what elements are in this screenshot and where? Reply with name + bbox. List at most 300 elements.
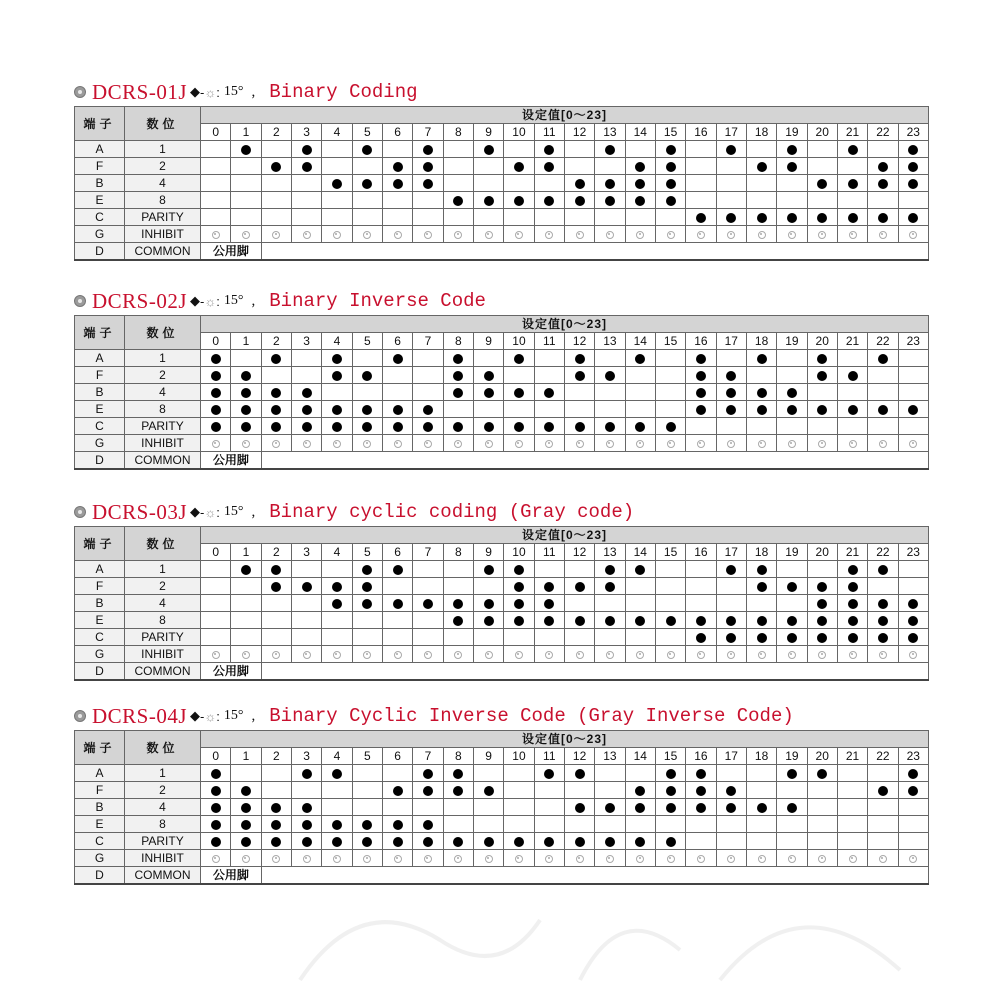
table-cell [898,367,928,384]
on-dot-icon [241,803,251,813]
on-dot-icon [423,837,433,847]
table-cell [322,629,352,646]
on-dot-icon [757,582,767,592]
table-cell [322,367,352,384]
table-row [75,401,929,418]
table-cell [716,209,746,226]
table-cell [746,192,776,209]
table-cell [777,418,807,435]
table-row [75,833,929,850]
table-cell [322,561,352,578]
setting-value-1: 1 [231,124,261,141]
bit-label: INHIBIT [125,226,201,243]
table-cell [322,175,352,192]
detent-angle: 15° [223,293,244,308]
table-cell [352,141,382,158]
on-dot-icon [726,145,736,155]
table-cell [777,799,807,816]
table-cell [231,646,261,663]
section-heading [74,498,928,526]
table-cell [261,435,291,452]
setting-value-1: 1 [231,544,261,561]
table-cell [777,350,807,367]
table-cell [322,833,352,850]
on-dot-icon [575,837,585,847]
on-dot-icon [332,371,342,381]
table-cell [201,816,231,833]
table-cell [868,561,898,578]
table-cell [837,646,867,663]
table-cell [777,226,807,243]
inhibit-circle-icon [272,651,280,659]
table-cell [201,384,231,401]
table-cell [504,595,534,612]
bit-label: 4 [125,595,201,612]
table-cell [595,367,625,384]
on-dot-icon [726,786,736,796]
on-dot-icon [787,803,797,813]
table-cell [625,209,655,226]
table-cell [837,578,867,595]
table-cell [291,401,321,418]
table-cell [898,646,928,663]
table-cell [686,367,716,384]
on-dot-icon [302,422,312,432]
on-dot-icon [757,616,767,626]
table-cell [504,782,534,799]
table-cell [291,561,321,578]
on-dot-icon [605,582,615,592]
table-cell [898,595,928,612]
terminal-label: B [75,384,125,401]
dash-symbol: - [200,84,205,100]
on-dot-icon [362,599,372,609]
on-dot-icon [484,599,494,609]
inhibit-circle-icon [424,440,432,448]
table-cell [746,141,776,158]
on-dot-icon [302,162,312,172]
inhibit-circle-icon [394,231,402,239]
table-cell [777,192,807,209]
setting-value-21: 21 [837,748,867,765]
table-cell [868,401,898,418]
on-dot-icon [514,354,524,364]
table-cell [291,158,321,175]
table-cell [746,578,776,595]
table-cell [261,561,291,578]
inhibit-circle-icon [212,855,220,863]
code-type-title: Binary Inverse Code [269,290,486,312]
on-dot-icon [605,145,615,155]
table-cell [595,435,625,452]
table-cell [473,850,503,867]
table-cell [564,765,594,782]
inhibit-circle-icon [545,855,553,863]
table-cell [595,629,625,646]
inhibit-circle-icon [454,231,462,239]
table-cell [382,850,412,867]
table-cell [413,646,443,663]
setting-value-7: 7 [413,748,443,765]
on-dot-icon [635,837,645,847]
on-dot-icon [544,388,554,398]
table-row [75,799,929,816]
table-cell [625,401,655,418]
table-cell [534,175,564,192]
table-cell [291,384,321,401]
table-cell [504,765,534,782]
table-cell [716,418,746,435]
table-cell [504,816,534,833]
on-dot-icon [271,422,281,432]
on-dot-icon [271,354,281,364]
table-cell [868,833,898,850]
on-dot-icon [453,371,463,381]
table-cell [655,418,685,435]
terminal-header: 端子 [75,527,125,561]
detent-angle: 15° [223,708,244,723]
on-dot-icon [484,196,494,206]
on-dot-icon [211,354,221,364]
header-row [75,107,929,124]
table-row [75,867,929,885]
setting-value-14: 14 [625,544,655,561]
table-cell [473,612,503,629]
table-cell [716,192,746,209]
on-dot-icon [666,803,676,813]
table-cell [655,350,685,367]
table-cell [777,141,807,158]
on-dot-icon [332,599,342,609]
on-dot-icon [484,565,494,575]
table-cell [837,350,867,367]
setting-value-13: 13 [595,748,625,765]
table-cell [231,595,261,612]
table-row [75,561,929,578]
on-dot-icon [878,213,888,223]
table-cell [655,646,685,663]
on-dot-icon [757,405,767,415]
table-cell [413,561,443,578]
setting-value-1: 1 [231,333,261,350]
table-cell [443,401,473,418]
table-cell [625,384,655,401]
table-cell [382,384,412,401]
on-dot-icon [666,145,676,155]
bit-label: 4 [125,799,201,816]
bit-label: COMMON [125,243,201,261]
table-cell [413,418,443,435]
setting-value-18: 18 [746,124,776,141]
table-cell [201,209,231,226]
setting-value-7: 7 [413,544,443,561]
on-dot-icon [393,405,403,415]
table-cell [352,765,382,782]
table-cell [382,158,412,175]
table-cell [291,629,321,646]
common-note: 公用脚 [201,663,262,681]
inhibit-circle-icon [576,651,584,659]
inhibit-circle-icon [545,231,553,239]
table-cell [807,612,837,629]
table-cell [261,452,928,470]
on-dot-icon [696,786,706,796]
setting-value-14: 14 [625,124,655,141]
inhibit-circle-icon [758,231,766,239]
setting-value-19: 19 [777,333,807,350]
inhibit-circle-icon [606,231,614,239]
table-cell [443,367,473,384]
table-cell [777,578,807,595]
table-cell [655,141,685,158]
table-cell [261,799,291,816]
table-cell [898,158,928,175]
on-dot-icon [787,616,797,626]
table-cell [625,782,655,799]
table-cell [807,850,837,867]
table-cell [261,816,291,833]
table-cell [868,629,898,646]
on-dot-icon [423,145,433,155]
inhibit-circle-icon [667,855,675,863]
table-cell [655,850,685,867]
setting-value-4: 4 [322,544,352,561]
on-dot-icon [211,769,221,779]
table-cell [473,561,503,578]
setting-value-20: 20 [807,748,837,765]
setting-value-20: 20 [807,124,837,141]
table-cell [564,595,594,612]
terminal-label: A [75,350,125,367]
table-row [75,243,929,261]
table-cell [777,561,807,578]
table-cell [595,578,625,595]
inhibit-circle-icon [212,440,220,448]
table-cell [382,629,412,646]
table-cell [322,578,352,595]
terminal-label: E [75,401,125,418]
setting-value-16: 16 [686,544,716,561]
on-dot-icon [726,565,736,575]
setting-value-15: 15 [655,333,685,350]
code-type-title: Binary Cyclic Inverse Code (Gray Inverse Code) [269,705,794,727]
inhibit-circle-icon [697,855,705,863]
table-cell [261,578,291,595]
setting-value-0: 0 [201,333,231,350]
inhibit-circle-icon [424,855,432,863]
table-cell [534,646,564,663]
table-cell [655,209,685,226]
table-cell [201,401,231,418]
setting-value-3: 3 [291,544,321,561]
code-type-title: Binary Coding [269,81,418,103]
table-row [75,782,929,799]
setting-value-3: 3 [291,748,321,765]
table-cell [413,782,443,799]
table-cell [868,782,898,799]
bit-label: 1 [125,765,201,782]
on-dot-icon [575,354,585,364]
setting-value-8: 8 [443,748,473,765]
table-cell [686,833,716,850]
comma-symbol: , [251,503,256,520]
on-dot-icon [453,769,463,779]
table-cell [201,141,231,158]
inhibit-circle-icon [242,651,250,659]
setting-value-9: 9 [473,124,503,141]
on-dot-icon [666,837,676,847]
setting-value-18: 18 [746,333,776,350]
dash-symbol: - [200,708,205,724]
table-cell [322,435,352,452]
table-row [75,141,929,158]
table-cell [382,816,412,833]
model-number: DCRS-02J [92,288,188,313]
on-dot-icon [878,565,888,575]
table-cell [231,629,261,646]
on-dot-icon [666,422,676,432]
table-cell [473,833,503,850]
on-dot-icon [787,145,797,155]
table-cell [413,765,443,782]
table-cell [322,418,352,435]
table-cell [564,158,594,175]
section-dcrs-03j [74,498,928,681]
table-cell [352,612,382,629]
table-cell [291,850,321,867]
terminal-label: G [75,435,125,452]
on-dot-icon [271,565,281,575]
table-cell [473,141,503,158]
table-cell [291,833,321,850]
on-dot-icon [393,422,403,432]
table-cell [231,367,261,384]
table-cell [413,595,443,612]
table-cell [837,612,867,629]
setting-value-0: 0 [201,748,231,765]
table-cell [807,816,837,833]
on-dot-icon [666,616,676,626]
table-cell [898,192,928,209]
bit-label: 8 [125,612,201,629]
on-dot-icon [726,213,736,223]
on-dot-icon [362,565,372,575]
on-dot-icon [787,213,797,223]
inhibit-circle-icon [758,855,766,863]
table-cell [504,226,534,243]
setting-value-13: 13 [595,544,625,561]
on-dot-icon [878,616,888,626]
table-cell [504,141,534,158]
inhibit-circle-icon [454,855,462,863]
on-dot-icon [696,803,706,813]
on-dot-icon [817,405,827,415]
table-cell [564,384,594,401]
table-cell [595,816,625,833]
on-dot-icon [878,354,888,364]
inhibit-circle-icon [515,231,523,239]
on-dot-icon [575,371,585,381]
on-dot-icon [393,837,403,847]
terminal-label: A [75,141,125,158]
table-cell [898,578,928,595]
table-cell [231,384,261,401]
on-dot-icon [423,786,433,796]
inhibit-circle-icon [363,440,371,448]
setting-value-20: 20 [807,333,837,350]
setting-value-23: 23 [898,544,928,561]
table-cell [504,850,534,867]
setting-value-22: 22 [868,124,898,141]
table-cell [898,418,928,435]
diamond-icon: ◆ [190,504,201,519]
terminal-label: B [75,595,125,612]
table-cell [261,833,291,850]
table-cell [564,350,594,367]
table-row [75,384,929,401]
table-cell [777,595,807,612]
table-cell [564,435,594,452]
table-cell [443,175,473,192]
on-dot-icon [696,388,706,398]
inhibit-circle-icon [636,855,644,863]
background-watermark [280,880,920,990]
on-dot-icon [666,162,676,172]
setting-value-10: 10 [504,748,534,765]
table-cell [746,350,776,367]
table-cell [655,595,685,612]
inhibit-circle-icon [424,231,432,239]
on-dot-icon [514,388,524,398]
table-cell [595,561,625,578]
table-cell [837,561,867,578]
on-dot-icon [726,388,736,398]
table-cell [352,799,382,816]
table-cell [382,141,412,158]
table-cell [473,782,503,799]
table-cell [201,418,231,435]
table-cell [322,384,352,401]
inhibit-circle-icon [576,440,584,448]
on-dot-icon [787,769,797,779]
table-cell [322,401,352,418]
table-cell [564,141,594,158]
on-dot-icon [848,145,858,155]
on-dot-icon [423,422,433,432]
on-dot-icon [666,769,676,779]
bit-label: PARITY [125,209,201,226]
table-cell [837,595,867,612]
on-dot-icon [787,388,797,398]
table-cell [564,782,594,799]
table-cell [595,141,625,158]
on-dot-icon [817,371,827,381]
on-dot-icon [726,803,736,813]
colon-symbol: : [216,293,220,309]
table-cell [201,833,231,850]
table-cell [473,595,503,612]
inhibit-circle-icon [212,231,220,239]
table-cell [443,141,473,158]
on-dot-icon [817,582,827,592]
table-cell [382,561,412,578]
on-dot-icon [302,582,312,592]
table-cell [564,612,594,629]
setting-value-17: 17 [716,124,746,141]
table-cell [686,418,716,435]
inhibit-circle-icon [242,855,250,863]
table-cell [291,226,321,243]
